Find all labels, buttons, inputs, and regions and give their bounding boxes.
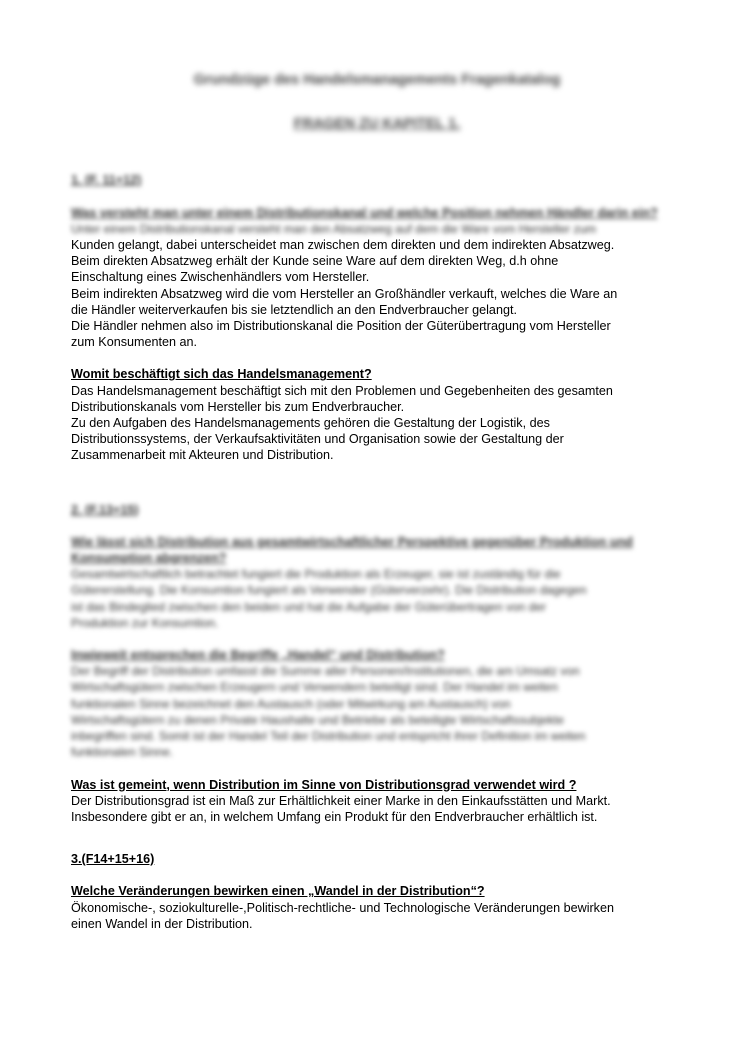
answer-line: Der Begriff der Distribution umfasst die Summe aller Personen/Institutionen, die am Umsatz von xyxy=(71,664,580,679)
answer-wandel-distribution xyxy=(71,900,683,932)
answer-handel-distribution xyxy=(71,663,683,760)
answer-line: einen Wandel in der Distribution. xyxy=(71,916,253,931)
qa-block-2-2 xyxy=(71,647,683,760)
answer-line: Zusammenarbeit mit Akteuren und Distribution. xyxy=(71,448,334,463)
answer-line: Kunden gelangt, dabei unterscheidet man zwischen dem direkten und dem indirekten Absatzweg. xyxy=(71,238,615,253)
answer-distributionsgrad xyxy=(71,793,683,825)
answer-line: Beim direkten Absatzweg erhält der Kunde seine Ware auf dem direkten Weg, d.h ohne xyxy=(71,254,559,269)
answer-line: Einschaltung eines Zwischenhändlers vom Hersteller. xyxy=(71,270,370,285)
answer-handelsmanagement xyxy=(71,383,683,464)
answer-line: Distributionssystems, der Verkaufsaktivitäten und Organisation sowie der Gestaltung der xyxy=(71,432,564,447)
document-subtitle: FRAGEN ZU KAPITEL 1. xyxy=(293,116,461,133)
document-content xyxy=(71,72,683,948)
answer-line: Die Händler nehmen also im Distributionskanal die Position der Güterübertragung vom Hersteller xyxy=(71,319,611,334)
answer-line: inbegriffen sind. Somit ist der Handel Teil der Distribution und entspricht ihrer Definition im weiten xyxy=(71,729,586,744)
answer-line: zum Konsumenten an. xyxy=(71,335,198,350)
answer-distribution-abgrenzung xyxy=(71,566,683,631)
answer-line: Gütererstellung. Die Konsumtion fungiert als Verwender (Güterverzehr). Die Distribution dagegen xyxy=(71,583,587,598)
answer-line: Beim indirekten Absatzweg wird die vom Hersteller an Großhändler verkauft, welches die Ware an xyxy=(71,286,618,301)
answer-line: Unter einem Distributionskanal versteht man den Absatzweg auf dem die Ware vom Hersteller zum xyxy=(71,221,597,236)
qa-block-2-3 xyxy=(71,777,683,826)
answer-line: die Händler weiterverkaufen bis sie letztendlich an den Endverbraucher gelangt. xyxy=(71,302,517,317)
qa-block-1-2 xyxy=(71,366,683,463)
section-2-label: 2. (F.13+15) xyxy=(71,502,139,517)
question-distributionskanal: Was versteht man unter einem Distributionskanal und welche Position nehmen Händler darin ein? xyxy=(71,205,658,220)
answer-line: funktionalen Sinne. xyxy=(71,745,174,760)
question-distributionsgrad: Was ist gemeint, wenn Distribution im Sinne von Distributionsgrad verwendet wird ? xyxy=(71,777,577,792)
answer-line: Zu den Aufgaben des Handelsmanagements gehören die Gestaltung der Logistik, des xyxy=(71,416,550,431)
answer-line: Insbesondere gibt er an, in welchem Umfang ein Produkt für den Endverbraucher erhältlich ist. xyxy=(71,809,598,824)
section-1-label: 1. (F. 11+12) xyxy=(71,173,142,188)
answer-line: Das Handelsmanagement beschäftigt sich mit den Problemen und Gegebenheiten des gesamten xyxy=(71,383,613,398)
answer-line: funktionalen Sinne bezeichnet den Austausch (oder Mitwirkung am Austausch) von xyxy=(71,696,511,711)
qa-block-1-1 xyxy=(71,205,683,351)
answer-line: Produktion zur Konsumtion. xyxy=(71,615,219,630)
answer-line: Der Distributionsgrad ist ein Maß zur Erhältlichkeit einer Marke in den Einkaufsstätten und Markt. xyxy=(71,793,611,808)
document-title: Grundzüge des Handelsmanagements Fragenkatalog xyxy=(193,72,561,88)
answer-distributionskanal xyxy=(71,221,683,351)
answer-line: Wirtschaftsgütern zu denen Private Haushalte und Betriebe als beteiligte Wirtschaftssubjekte xyxy=(71,712,564,727)
question-wandel-distribution: Welche Veränderungen bewirken einen „Wandel in der Distribution“? xyxy=(71,884,485,899)
question-distribution-abgrenzung: Wie lässt sich Distribution aus gesamtwirtschaftlicher Perspektive gegenüber Produktion und Konsumption abgrenzen? xyxy=(71,534,633,566)
answer-line: Ökonomische-, soziokulturelle-,Politisch-rechtliche- und Technologische Veränderungen bewirken xyxy=(71,900,614,915)
qa-block-3-1 xyxy=(71,883,683,932)
answer-line: Distributionskanals vom Hersteller bis zum Endverbraucher. xyxy=(71,399,405,414)
question-handelsmanagement: Womit beschäftigt sich das Handelsmanagement? xyxy=(71,367,372,382)
qa-block-2-1 xyxy=(71,534,683,631)
answer-line: ist das Bindeglied zwischen den beiden und hat die Aufgabe der Güterübertragen von der xyxy=(71,599,546,614)
section-3-label: 3.(F14+15+16) xyxy=(71,852,155,867)
answer-line: Gesamtwirtschaftlich betrachtet fungiert die Produktion als Erzeuger, sie ist zuständig für die xyxy=(71,567,561,582)
question-handel-distribution: Inwieweit entsprechen die Begriffe „Handel“ und Distribution? xyxy=(71,648,445,663)
answer-line: Wirtschaftsgütern zwischen Erzeugern und Verwendern beteiligt sind. Der Handel im weiten xyxy=(71,680,558,695)
